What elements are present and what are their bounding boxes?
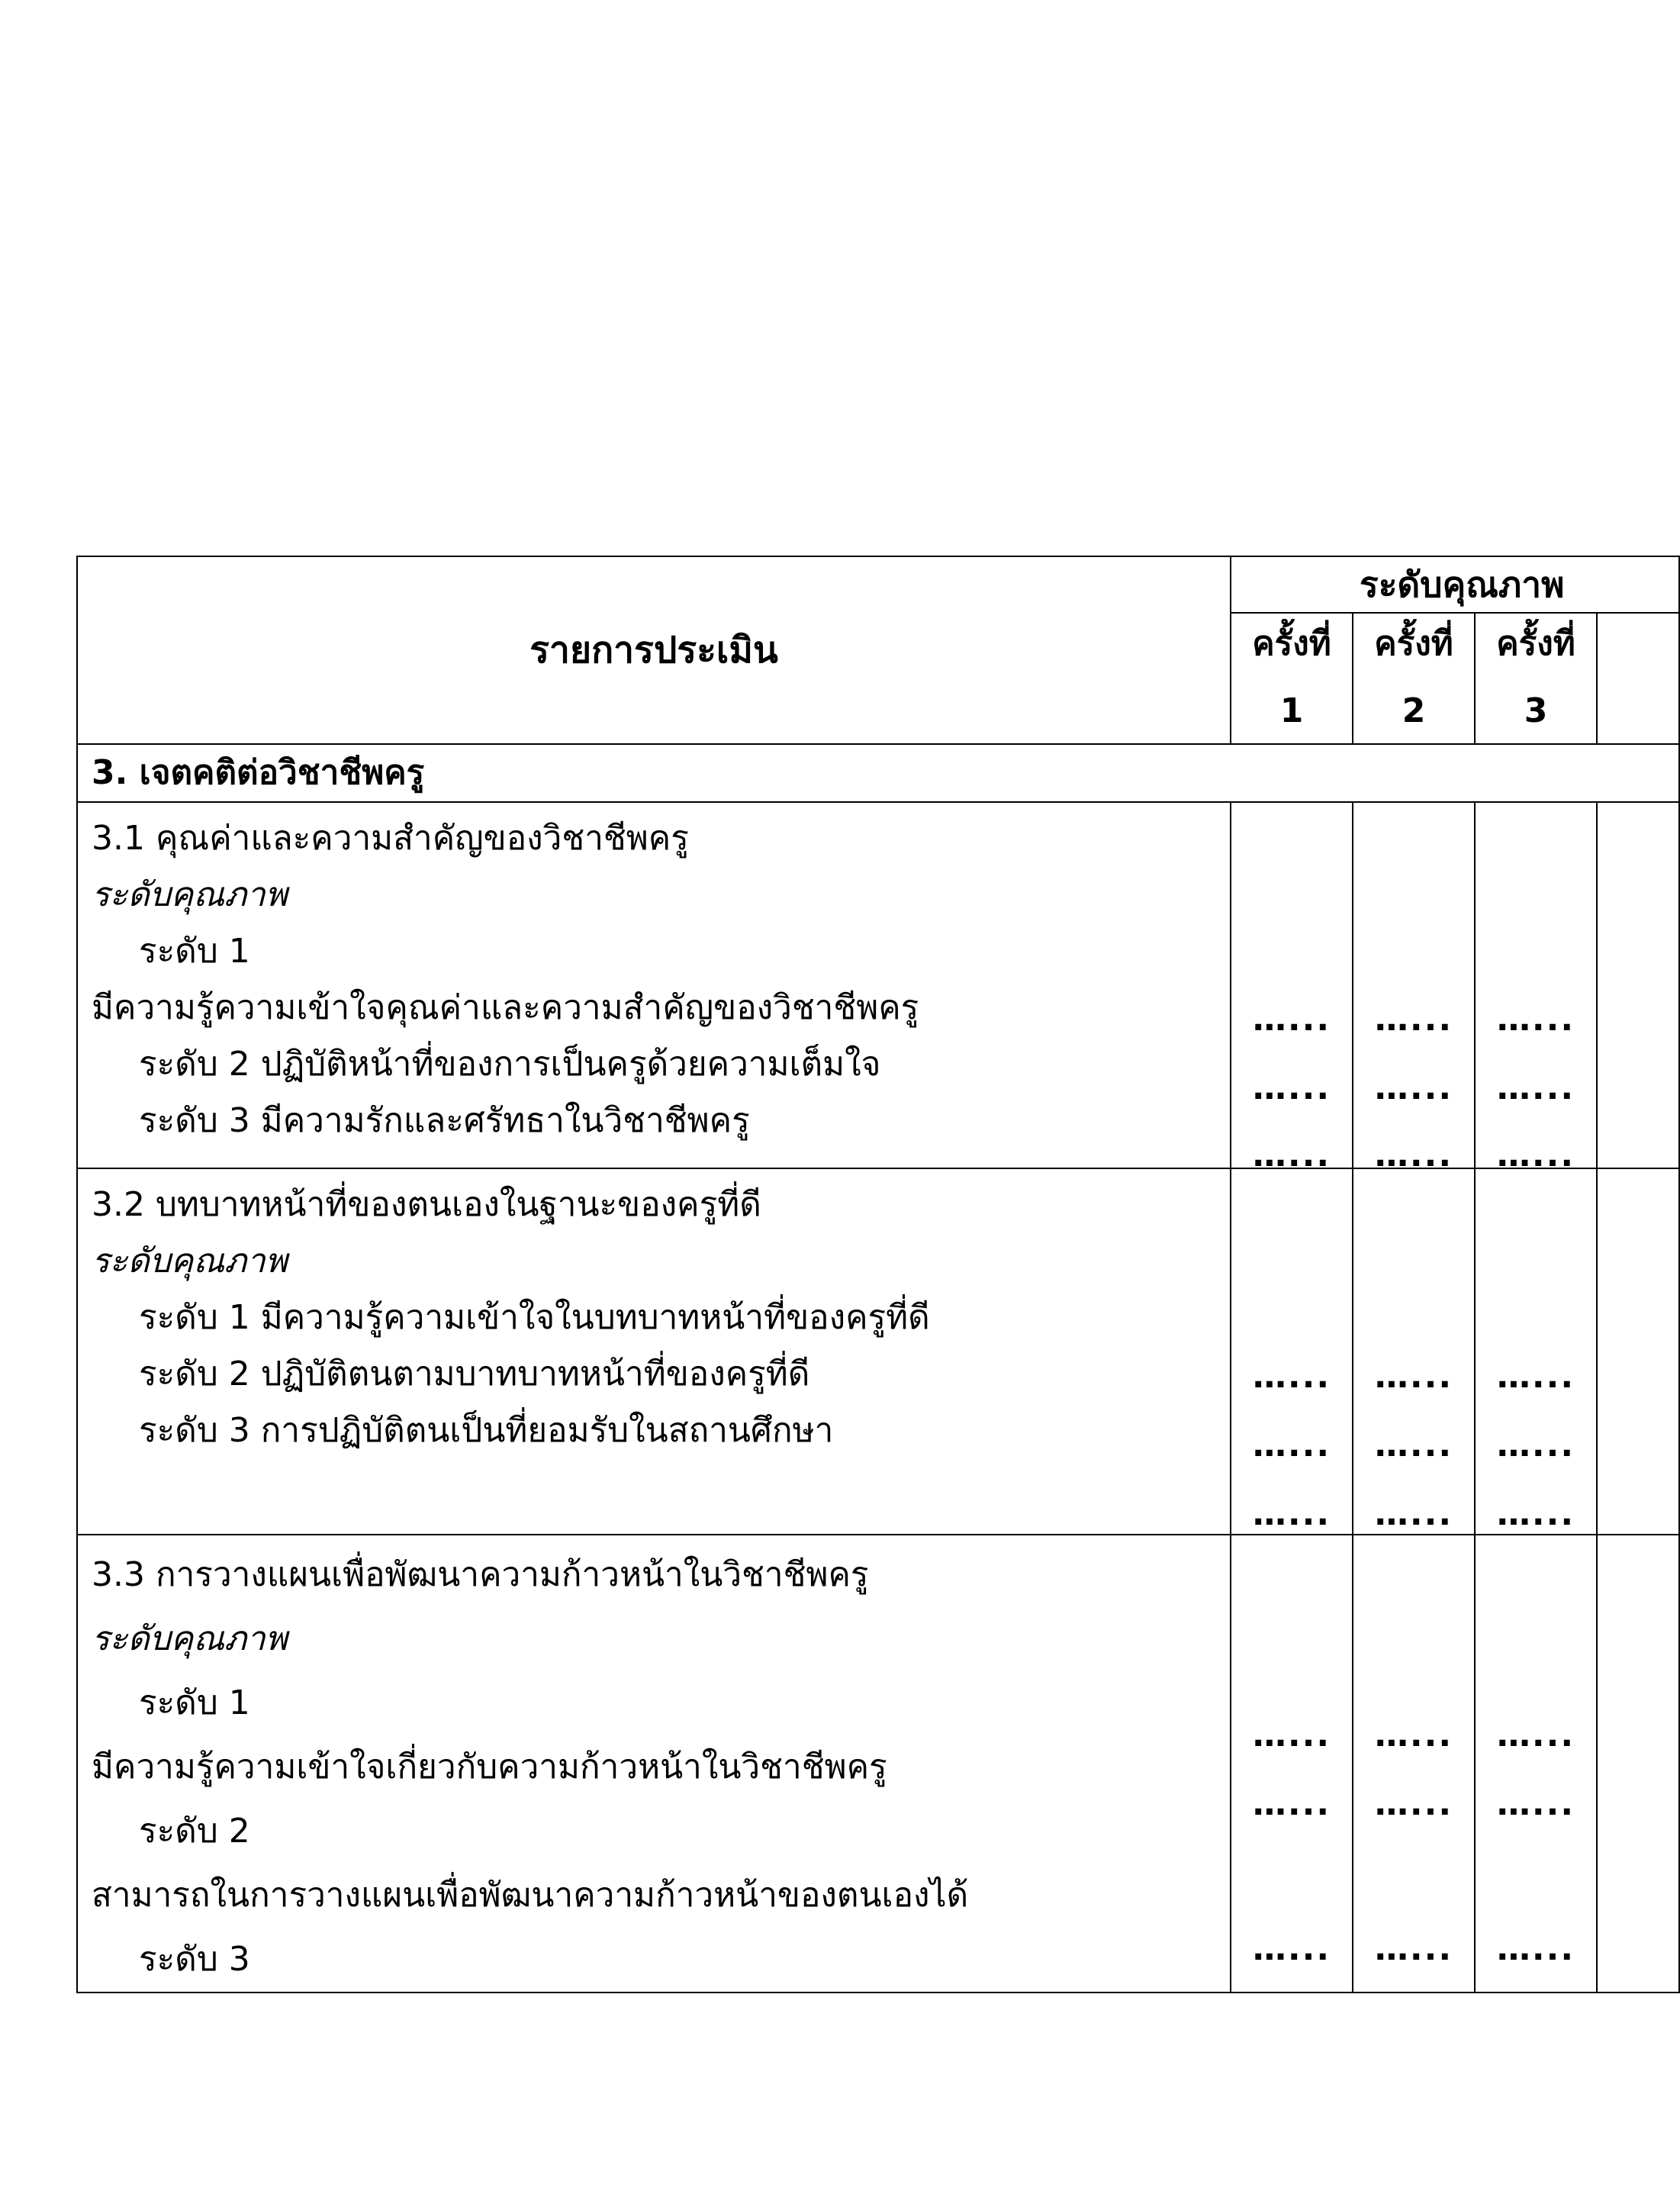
item-title: 3.2 บทบาทหน้าที่ของตนเองในฐานะของครูที่ดี [92,1185,761,1224]
score-cell[interactable] [1353,1535,1475,1993]
round-label: ครั้งที่ [1252,624,1331,663]
round-label: ครั้งที่ [1496,624,1575,663]
score-cell[interactable] [1231,802,1353,1174]
item-3-3 [77,1535,1231,1993]
header-round-4-cutoff [1597,613,1679,744]
level-2-text: สามารถในการวางแผนเพื่อพัฒนาความก้าวหน้าของตนเองได้ [92,1876,969,1915]
round-number: 2 [1402,691,1426,730]
level-2-label: ระดับ 2 [139,1812,250,1851]
level-2: ระดับ 2 ปฏิบัติหน้าที่ของการเป็นครูด้วยความเต็มใจ [139,1045,881,1084]
score-dot-level-2: …... [1374,1426,1453,1464]
item-3-1 [77,802,1231,1168]
score-dot-level-1: …... [1374,1000,1453,1039]
score-cell[interactable] [1475,1168,1597,1535]
score-cell[interactable] [1353,802,1475,1174]
header-round-1 [1231,613,1353,744]
table-row [77,1168,1679,1535]
item-title: 3.3 การวางแผนเพื่อพัฒนาความก้าวหน้าในวิชาชีพครู [92,1555,869,1594]
level-1-text: มีความรู้ความเข้าใจคุณค่าและความสำคัญของวิชาชีพครู [92,988,919,1027]
level-1-text: มีความรู้ความเข้าใจเกี่ยวกับความก้าวหน้าในวิชาชีพครู [92,1748,887,1786]
score-cell[interactable] [1475,1535,1597,1993]
item-3-2 [77,1168,1231,1535]
score-dot-level-2: …... [1252,1426,1331,1464]
score-dot-level-1: …... [1252,1000,1331,1039]
level-3-label: ระดับ 3 [139,1940,250,1979]
score-dot-level-2: …... [1374,1784,1453,1823]
score-dot-level-1: …... [1252,1715,1331,1754]
score-dot-level-2: …... [1496,1068,1575,1107]
score-dot-level-3: …... [1374,1494,1453,1533]
quality-label: ระดับคุณภาพ [92,875,288,914]
score-dot-level-1: …... [1374,1715,1453,1754]
table-row [77,802,1679,1168]
round-number: 3 [1524,691,1548,730]
score-cell-cutoff [1597,802,1679,1168]
score-cell-cutoff [1597,1535,1679,1993]
level-3: ระดับ 3 มีความรักและศรัทธาในวิชาชีพครู [139,1101,750,1140]
score-cell[interactable] [1231,1535,1353,1993]
score-dot-level-3: …... [1252,1929,1331,1968]
score-cell[interactable] [1353,1168,1475,1535]
score-dot-level-3: …... [1496,1494,1575,1533]
level-1-label: ระดับ 1 [139,932,250,971]
score-cell[interactable] [1475,802,1597,1174]
score-dot-level-3: …... [1252,1136,1331,1174]
section-title: 3. เจตคติต่อวิชาชีพครู [77,744,1679,802]
score-dot-level-2: …... [1374,1068,1453,1107]
item-title: 3.1 คุณค่าและความสำคัญของวิชาชีพครู [92,819,689,858]
quality-label: ระดับคุณภาพ [92,1242,288,1281]
score-dot-level-3: …... [1252,1494,1331,1533]
score-dot-level-2: …... [1496,1784,1575,1823]
round-label: ครั้งที่ [1374,624,1453,663]
score-dot-level-1: …... [1496,1357,1575,1396]
quality-label: ระดับคุณภาพ [92,1619,288,1658]
score-dot-level-3: …... [1496,1136,1575,1174]
table-row [77,1535,1679,1993]
score-dot-level-3: …... [1374,1929,1453,1968]
evaluation-table [76,556,1680,1993]
score-cell-cutoff [1597,1168,1679,1535]
score-dot-level-1: …... [1374,1357,1453,1396]
level-1-label: ระดับ 1 [139,1683,250,1722]
header-quality-level: ระดับคุณภาพ [1231,556,1679,613]
header-round-2 [1353,613,1475,744]
level-2: ระดับ 2 ปฏิบัติตนตามบาทบาทหน้าที่ของครูที่ดี [139,1355,810,1393]
score-dot-level-1: …... [1496,1000,1575,1039]
score-dot-level-2: …... [1252,1784,1331,1823]
level-3: ระดับ 3 การปฏิบัติตนเป็นที่ยอมรับในสถานศึกษา [139,1411,834,1450]
round-number: 1 [1279,691,1304,730]
score-dot-level-2: …... [1252,1068,1331,1107]
score-dot-level-1: …... [1496,1715,1575,1754]
score-dot-level-2: …... [1496,1426,1575,1464]
score-cell[interactable] [1231,1168,1353,1535]
header-round-3 [1475,613,1597,744]
header-evaluation-items: รายการประเมิน [77,556,1231,744]
score-dot-level-1: …... [1252,1357,1331,1396]
score-dot-level-3: …... [1496,1929,1575,1968]
level-1: ระดับ 1 มีความรู้ความเข้าใจในบทบาทหน้าที่ของครูที่ดี [139,1298,930,1337]
score-dot-level-3: …... [1374,1136,1453,1174]
